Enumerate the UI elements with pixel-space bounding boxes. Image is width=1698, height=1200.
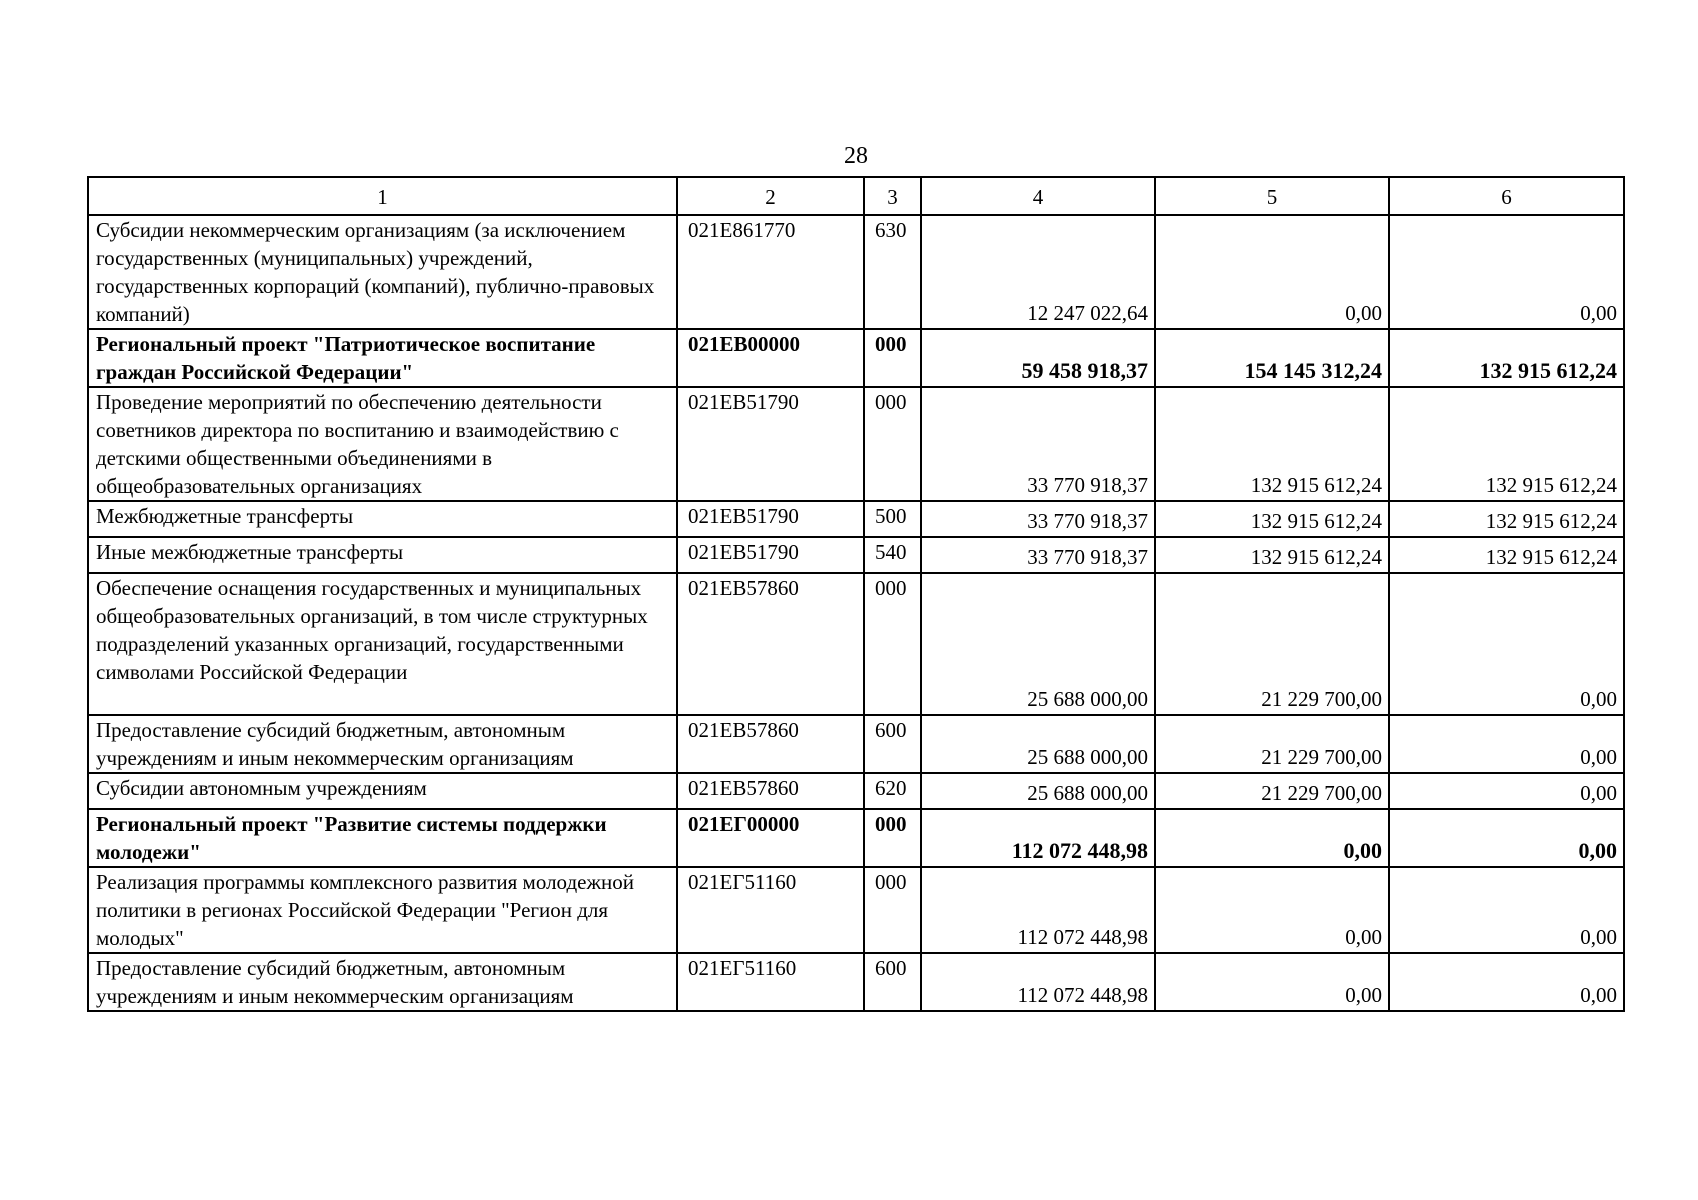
row-value-2: 132 915 612,24 [1155,387,1389,501]
row-type: 540 [864,537,921,573]
row-name: Иные межбюджетные трансферты [88,537,677,573]
row-value-3: 132 915 612,24 [1389,501,1624,537]
row-code: 021EB00000 [677,329,864,387]
row-code: 021EB57860 [677,715,864,773]
table-row [88,215,1624,329]
row-value-3: 0,00 [1389,215,1624,329]
row-code: 021E861770 [677,215,864,329]
row-value-2: 132 915 612,24 [1155,537,1389,573]
row-name: Предоставление субсидий бюджетным, автономным учреждениям и иным некоммерческим организациям [88,715,677,773]
column-header-year2: 5 [1155,177,1389,215]
row-value-1: 33 770 918,37 [921,537,1155,573]
row-type: 500 [864,501,921,537]
row-type: 620 [864,773,921,809]
row-value-3: 132 915 612,24 [1389,537,1624,573]
table-row [88,867,1624,953]
row-type: 600 [864,715,921,773]
row-value-1: 112 072 448,98 [921,809,1155,867]
row-value-1: 33 770 918,37 [921,387,1155,501]
row-code: 021EB51790 [677,537,864,573]
row-value-3: 0,00 [1389,867,1624,953]
row-code: 021EB51790 [677,501,864,537]
row-value-3: 0,00 [1389,809,1624,867]
table-row [88,773,1624,809]
row-value-1: 33 770 918,37 [921,501,1155,537]
column-header-code: 2 [677,177,864,215]
row-name: Региональный проект "Развитие системы поддержки молодежи" [88,809,677,867]
row-type: 000 [864,387,921,501]
row-name: Обеспечение оснащения государственных и муниципальных общеобразовательных организаций, в том числе структурных подразделений указанных организаций, государственными символами Российской Федерации [88,573,677,715]
row-value-1: 25 688 000,00 [921,773,1155,809]
row-value-3: 0,00 [1389,715,1624,773]
row-value-3: 132 915 612,24 [1389,329,1624,387]
row-code: 021EB57860 [677,773,864,809]
table-row [88,387,1624,501]
row-name: Реализация программы комплексного развития молодежной политики в регионах Российской Федерации "Регион для молодых" [88,867,677,953]
row-name: Субсидии автономным учреждениям [88,773,677,809]
row-code: 021EГ51160 [677,953,864,1011]
table-row-project [88,809,1624,867]
row-value-2: 132 915 612,24 [1155,501,1389,537]
row-value-1: 59 458 918,37 [921,329,1155,387]
row-type: 000 [864,329,921,387]
column-header-year3: 6 [1389,177,1624,215]
table-row [88,573,1624,715]
table-header-row [88,177,1624,215]
row-name: Субсидии некоммерческим организациям (за исключением государственных (муниципальных) учреждений, государственных корпораций (компаний), публично-правовых компаний) [88,215,677,329]
table-row [88,715,1624,773]
row-type: 600 [864,953,921,1011]
row-type: 000 [864,809,921,867]
table-row [88,953,1624,1011]
row-value-3: 0,00 [1389,573,1624,715]
column-header-type: 3 [864,177,921,215]
row-code: 021EB51790 [677,387,864,501]
row-value-1: 25 688 000,00 [921,573,1155,715]
row-name: Проведение мероприятий по обеспечению деятельности советников директора по воспитанию и взаимодействию с детскими общественными объединениями в общеобразовательных организациях [88,387,677,501]
column-header-year1: 4 [921,177,1155,215]
row-value-1: 112 072 448,98 [921,867,1155,953]
table-row [88,501,1624,537]
row-value-1: 25 688 000,00 [921,715,1155,773]
row-type: 000 [864,573,921,715]
row-code: 021EB57860 [677,573,864,715]
row-value-2: 0,00 [1155,809,1389,867]
row-value-2: 21 229 700,00 [1155,773,1389,809]
row-value-2: 0,00 [1155,867,1389,953]
row-value-2: 21 229 700,00 [1155,573,1389,715]
row-name: Региональный проект "Патриотическое воспитание граждан Российской Федерации" [88,329,677,387]
row-value-1: 12 247 022,64 [921,215,1155,329]
row-code: 021EГ51160 [677,867,864,953]
row-value-3: 0,00 [1389,953,1624,1011]
row-value-2: 21 229 700,00 [1155,715,1389,773]
page-number: 28 [844,143,868,169]
budget-table [87,176,1625,1012]
table-row-project [88,329,1624,387]
row-value-3: 0,00 [1389,773,1624,809]
column-header-name: 1 [88,177,677,215]
table-row [88,537,1624,573]
row-type: 630 [864,215,921,329]
row-name: Межбюджетные трансферты [88,501,677,537]
row-type: 000 [864,867,921,953]
row-value-1: 112 072 448,98 [921,953,1155,1011]
row-value-2: 0,00 [1155,953,1389,1011]
row-name: Предоставление субсидий бюджетным, автономным учреждениям и иным некоммерческим организациям [88,953,677,1011]
row-value-3: 132 915 612,24 [1389,387,1624,501]
row-code: 021EГ00000 [677,809,864,867]
row-value-2: 0,00 [1155,215,1389,329]
row-value-2: 154 145 312,24 [1155,329,1389,387]
